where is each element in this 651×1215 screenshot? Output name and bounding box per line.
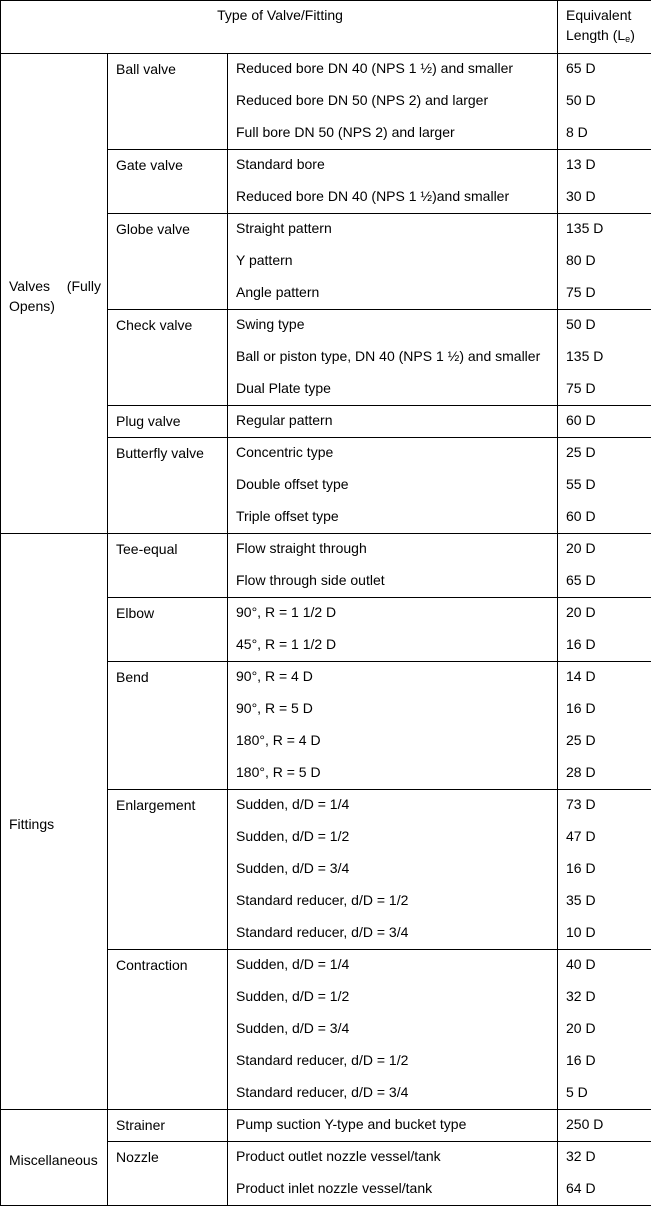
equivalent-length-value: 13 D xyxy=(566,156,596,172)
description-line: Product inlet nozzle vessel/tank xyxy=(236,1180,433,1196)
equivalent-length-cell xyxy=(558,662,651,790)
description-cell xyxy=(228,598,558,662)
equivalent-length-value: 65 D xyxy=(566,572,596,588)
description-cell xyxy=(228,214,558,310)
description-line: Standard reducer, d/D = 3/4 xyxy=(236,924,409,940)
equivalent-length-value: 20 D xyxy=(566,604,596,620)
description-line: 90°, R = 1 1/2 D xyxy=(236,604,337,620)
description-line: Flow through side outlet xyxy=(236,572,385,588)
description-line: Angle pattern xyxy=(236,284,320,300)
equivalent-length-value: 80 D xyxy=(566,252,596,268)
equivalent-length-value: 16 D xyxy=(566,860,596,876)
category-cell: Fittings xyxy=(1,534,108,1110)
header-equivalent-length xyxy=(558,1,651,54)
group-name-cell: Plug valve xyxy=(108,406,228,438)
header-length-subscript: e xyxy=(625,34,631,44)
description-line: Straight pattern xyxy=(236,220,332,236)
equivalent-length-value: 25 D xyxy=(566,732,596,748)
equivalent-length-value: 47 D xyxy=(566,828,596,844)
equivalent-length-value: 75 D xyxy=(566,284,596,300)
group-name-cell: Nozzle xyxy=(108,1142,228,1206)
description-line: 180°, R = 5 D xyxy=(236,764,321,780)
header-length-line2: Length (L xyxy=(566,27,626,43)
group-name-cell: Strainer xyxy=(108,1110,228,1142)
group-name-cell: Globe valve xyxy=(108,214,228,310)
category-cell: Miscellaneous xyxy=(1,1110,108,1206)
description-line: Dual Plate type xyxy=(236,380,331,396)
equivalent-length-value: 8 D xyxy=(566,124,588,140)
description-line: Reduced bore DN 50 (NPS 2) and larger xyxy=(236,92,489,108)
equivalent-length-value: 75 D xyxy=(566,380,596,396)
description-line: Triple offset type xyxy=(236,508,339,524)
description-line: Regular pattern xyxy=(236,412,333,428)
equivalent-length-value: 35 D xyxy=(566,892,596,908)
equivalent-length-cell xyxy=(558,406,651,438)
equivalent-length-cell xyxy=(558,950,651,1110)
description-cell xyxy=(228,406,558,438)
description-line: 45°, R = 1 1/2 D xyxy=(236,636,337,652)
equivalent-length-value: 60 D xyxy=(566,508,596,524)
description-cell xyxy=(228,54,558,150)
equivalent-length-cell xyxy=(558,438,651,534)
equivalent-length-cell xyxy=(558,1110,651,1142)
description-cell xyxy=(228,1142,558,1206)
description-cell xyxy=(228,1110,558,1142)
equivalent-length-value: 65 D xyxy=(566,60,596,76)
equivalent-length-value: 20 D xyxy=(566,540,596,556)
equivalent-length-value: 16 D xyxy=(566,636,596,652)
description-line: Standard reducer, d/D = 3/4 xyxy=(236,1084,409,1100)
category-name-line1: Valves (Fully xyxy=(9,277,101,294)
description-line: Pump suction Y-type and bucket type xyxy=(236,1116,467,1132)
description-line: Standard bore xyxy=(236,156,325,172)
description-line: Standard reducer, d/D = 1/2 xyxy=(236,1052,409,1068)
equivalent-length-cell xyxy=(558,150,651,214)
equivalent-length-value: 30 D xyxy=(566,188,596,204)
description-cell xyxy=(228,310,558,406)
description-line: Sudden, d/D = 3/4 xyxy=(236,860,350,876)
description-cell xyxy=(228,534,558,598)
description-line: Reduced bore DN 40 (NPS 1 ½) and smaller xyxy=(236,60,514,76)
equivalent-length-value: 20 D xyxy=(566,1020,596,1036)
equivalent-length-cell xyxy=(558,54,651,150)
description-line: 90°, R = 5 D xyxy=(236,700,313,716)
equivalent-length-value: 25 D xyxy=(566,444,596,460)
description-line: 90°, R = 4 D xyxy=(236,668,313,684)
equivalent-length-value: 50 D xyxy=(566,316,596,332)
group-name-cell: Check valve xyxy=(108,310,228,406)
equivalent-length-value: 135 D xyxy=(566,220,604,236)
description-line: Concentric type xyxy=(236,444,334,460)
equivalent-length-value: 28 D xyxy=(566,764,596,780)
equivalent-length-value: 135 D xyxy=(566,348,604,364)
group-name-cell: Gate valve xyxy=(108,150,228,214)
description-line: Double offset type xyxy=(236,476,349,492)
table-row xyxy=(1,54,651,150)
description-line: Sudden, d/D = 3/4 xyxy=(236,1020,350,1036)
equivalent-length-value: 64 D xyxy=(566,1180,596,1196)
description-cell xyxy=(228,438,558,534)
table-row xyxy=(1,1110,651,1142)
header-length-close: ) xyxy=(630,27,635,43)
equivalent-length-value: 40 D xyxy=(566,956,596,972)
equivalent-length-value: 16 D xyxy=(566,700,596,716)
equivalent-length-value: 10 D xyxy=(566,924,596,940)
description-line: Y pattern xyxy=(236,252,293,268)
header-row xyxy=(1,1,651,54)
header-length-line1: Equivalent xyxy=(566,7,632,23)
description-line: Sudden, d/D = 1/2 xyxy=(236,988,350,1004)
equivalent-length-value: 16 D xyxy=(566,1052,596,1068)
description-line: Sudden, d/D = 1/4 xyxy=(236,956,350,972)
equivalent-length-cell xyxy=(558,1142,651,1206)
description-line: Sudden, d/D = 1/2 xyxy=(236,828,350,844)
equivalent-length-cell xyxy=(558,214,651,310)
description-line: Reduced bore DN 40 (NPS 1 ½)and smaller xyxy=(236,188,510,204)
group-name-cell: Bend xyxy=(108,662,228,790)
category-cell xyxy=(1,54,108,534)
equivalent-length-value: 32 D xyxy=(566,988,596,1004)
group-name-cell: Contraction xyxy=(108,950,228,1110)
description-line: Swing type xyxy=(236,316,305,332)
group-name-cell: Butterfly valve xyxy=(108,438,228,534)
equivalent-length-value: 55 D xyxy=(566,476,596,492)
equivalent-length-cell xyxy=(558,310,651,406)
group-name-cell: Enlargement xyxy=(108,790,228,950)
table-row xyxy=(1,534,651,598)
equivalent-length-value: 73 D xyxy=(566,796,596,812)
equivalent-length-cell xyxy=(558,598,651,662)
description-line: Product outlet nozzle vessel/tank xyxy=(236,1148,441,1164)
group-name-cell: Ball valve xyxy=(108,54,228,150)
description-cell xyxy=(228,150,558,214)
description-line: Sudden, d/D = 1/4 xyxy=(236,796,350,812)
description-cell xyxy=(228,950,558,1110)
equivalent-length-value: 50 D xyxy=(566,92,596,108)
equivalent-length-value: 60 D xyxy=(566,412,596,428)
description-line: Ball or piston type, DN 40 (NPS 1 ½) and smaller xyxy=(236,348,541,364)
description-line: 180°, R = 4 D xyxy=(236,732,321,748)
description-cell xyxy=(228,662,558,790)
equivalent-length-cell xyxy=(558,534,651,598)
description-line: Standard reducer, d/D = 1/2 xyxy=(236,892,409,908)
equivalent-length-value: 250 D xyxy=(566,1116,604,1132)
group-name-cell: Elbow xyxy=(108,598,228,662)
description-cell xyxy=(228,790,558,950)
group-name-cell: Tee-equal xyxy=(108,534,228,598)
description-line: Flow straight through xyxy=(236,540,367,556)
equivalent-length-cell xyxy=(558,790,651,950)
equivalent-length-value: 14 D xyxy=(566,668,596,684)
header-type-of-valve-fitting: Type of Valve/Fitting xyxy=(1,1,558,54)
equivalent-length-value: 5 D xyxy=(566,1084,588,1100)
table-body xyxy=(1,54,651,1206)
category-name-line2: Opens) xyxy=(9,297,55,314)
description-line: Full bore DN 50 (NPS 2) and larger xyxy=(236,124,455,140)
equivalent-length-value: 32 D xyxy=(566,1148,596,1164)
